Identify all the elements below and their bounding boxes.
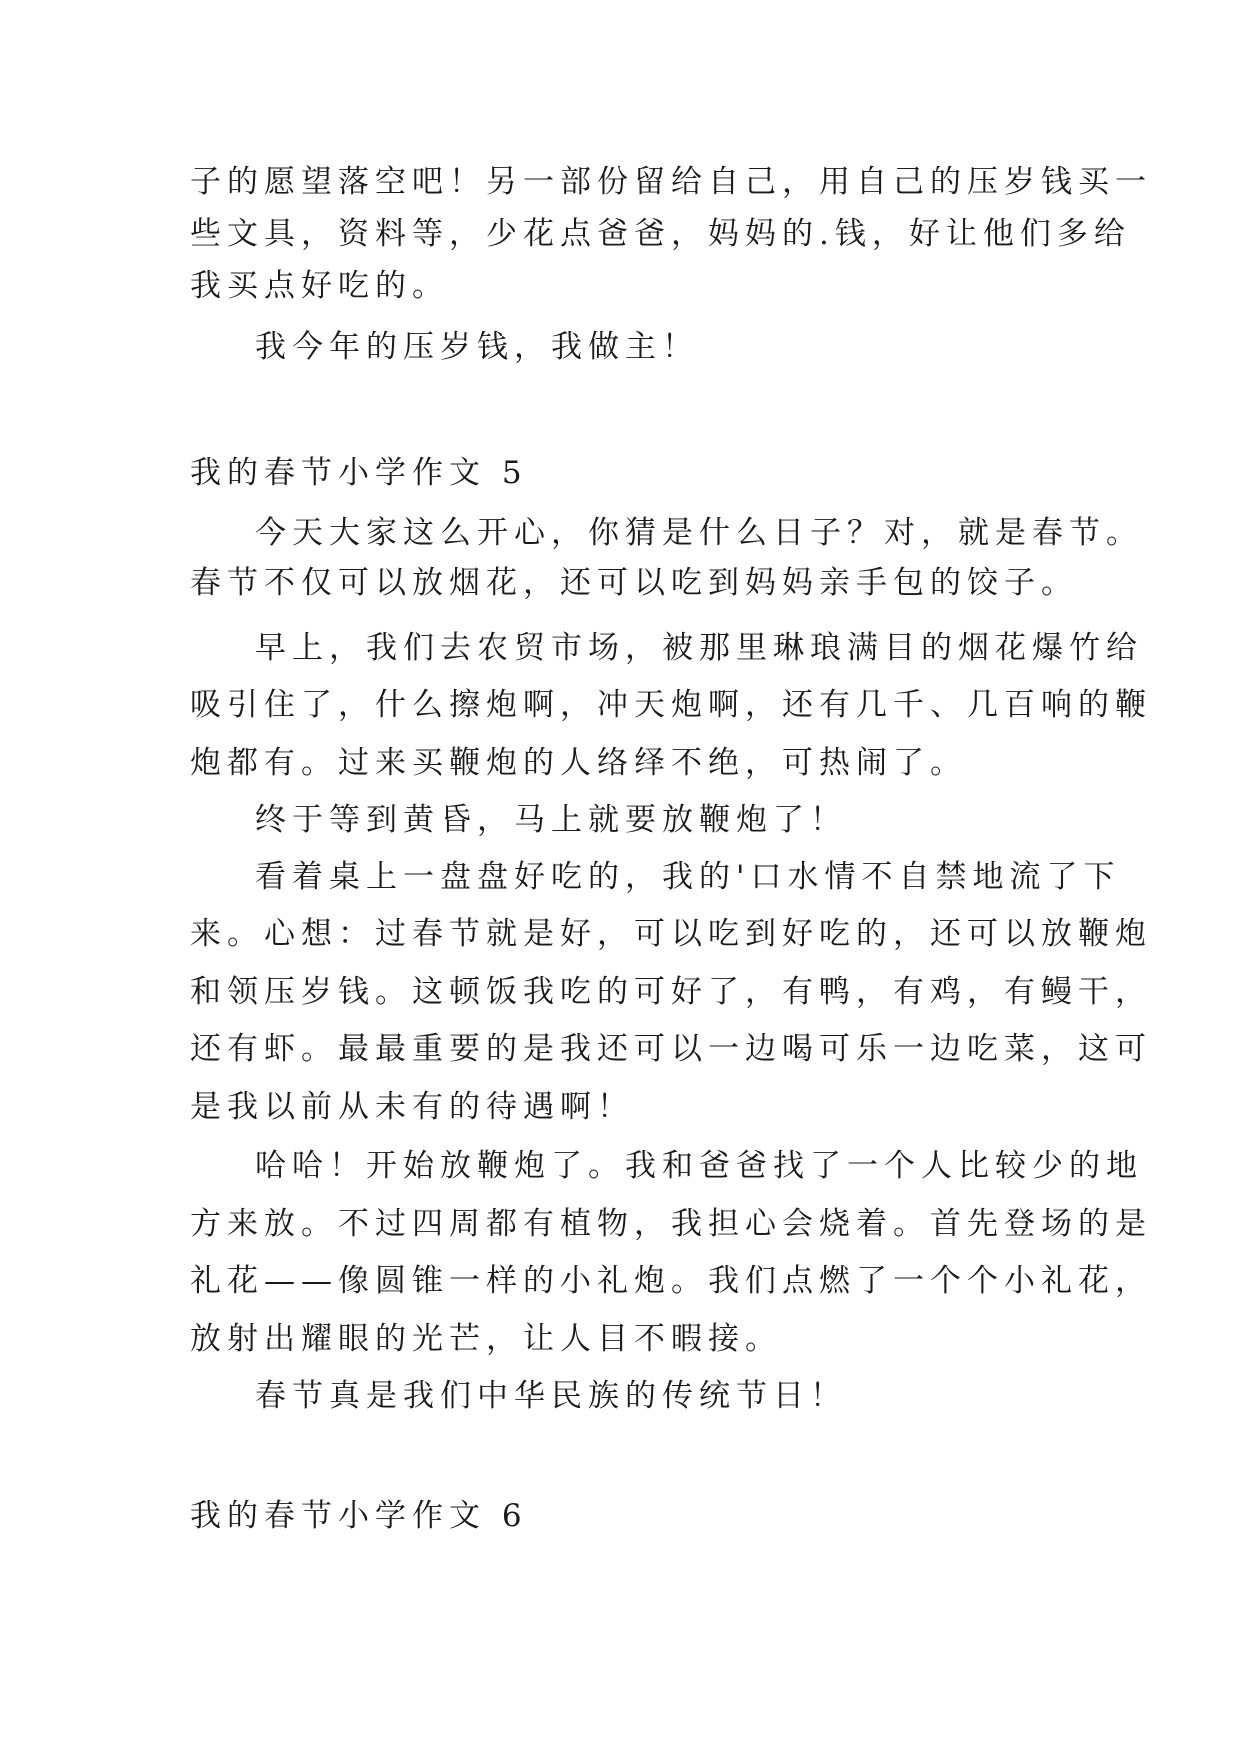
paragraph-line: 我买点好吃的。: [190, 268, 449, 304]
paragraph-line: 些文具，资料等，少花点爸爸，妈妈的.钱，好让他们多给: [190, 216, 1131, 252]
paragraph-line: 放射出耀眼的光芒，让人目不暇接。: [190, 1321, 782, 1357]
paragraph-line: 春节不仅可以放烟花，还可以吃到妈妈亲手包的饺子。: [190, 565, 1078, 601]
paragraph-line: 炮都有。过来买鞭炮的人络绎不绝，可热闹了。: [190, 745, 967, 781]
section-heading: 我的春节小学作文 5: [190, 455, 528, 491]
paragraph-line: 春节真是我们中华民族的传统节日！: [255, 1378, 847, 1414]
paragraph-line: 哈哈！开始放鞭炮了。我和爸爸找了一个人比较少的地: [255, 1148, 1143, 1184]
paragraph-line: 还有虾。最最重要的是我还可以一边喝可乐一边吃菜，这可: [190, 1031, 1152, 1067]
paragraph-line: 看着桌上一盘盘好吃的，我的'口水情不自禁地流了下: [255, 859, 1121, 895]
paragraph-line: 终于等到黄昏，马上就要放鞭炮了！: [255, 802, 847, 838]
paragraph-line: 方来放。不过四周都有植物，我担心会烧着。首先登场的是: [190, 1206, 1152, 1242]
paragraph-line: 今天大家这么开心，你猜是什么日子？对，就是春节。: [255, 515, 1143, 551]
paragraph-line: 和领压岁钱。这顿饭我吃的可好了，有鸭，有鸡，有鳗干，: [190, 974, 1152, 1010]
paragraph-line: 子的愿望落空吧！另一部份留给自己，用自己的压岁钱买一: [190, 164, 1152, 200]
paragraph-line: 是我以前从未有的待遇啊！: [190, 1089, 634, 1125]
paragraph-line: 来。心想：过春节就是好，可以吃到好吃的，还可以放鞭炮: [190, 916, 1152, 952]
paragraph-line: 礼花——像圆锥一样的小礼炮。我们点燃了一个个小礼花，: [190, 1263, 1152, 1299]
section-heading: 我的春节小学作文 6: [190, 1498, 528, 1534]
paragraph-line: 早上，我们去农贸市场，被那里琳琅满目的烟花爆竹给: [255, 630, 1143, 666]
paragraph-line: 我今年的压岁钱，我做主！: [255, 329, 699, 365]
paragraph-line: 吸引住了，什么擦炮啊，冲天炮啊，还有几千、几百响的鞭: [190, 687, 1152, 723]
